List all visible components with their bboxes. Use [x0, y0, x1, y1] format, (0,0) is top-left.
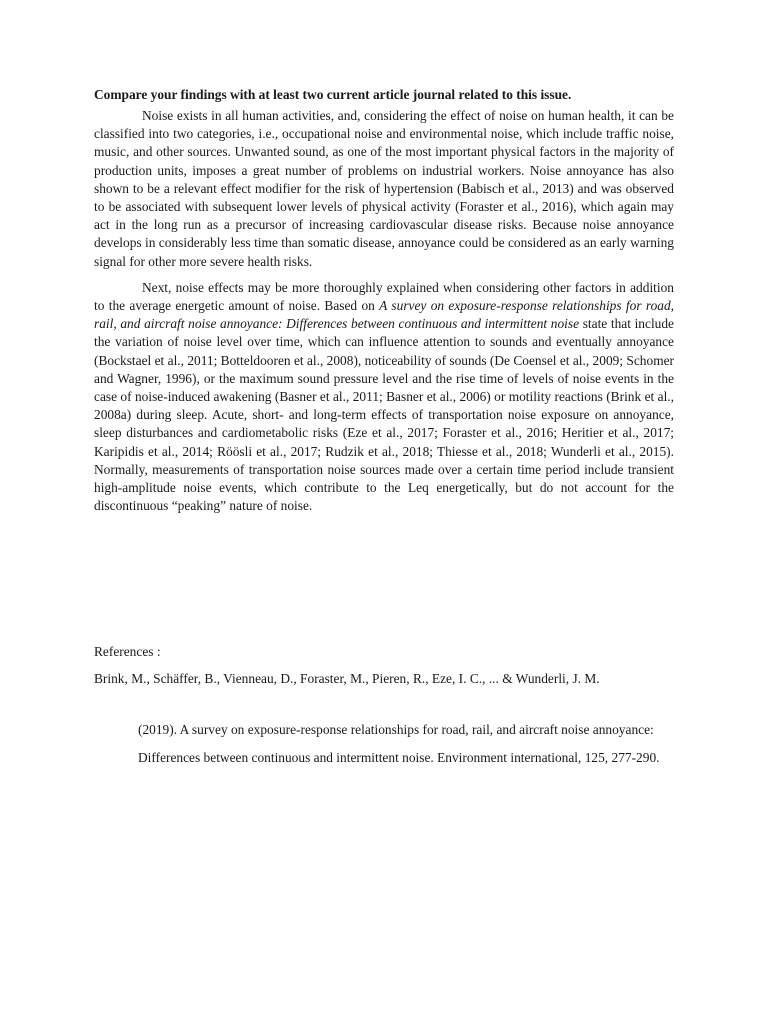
references-heading: References :	[94, 644, 161, 659]
cited-article-title: A survey on exposure-response relationships for road, rail, and aircraft noise annoyance: Differences between continuous and intermittent noise	[94, 298, 674, 332]
document-body	[94, 86, 674, 523]
paragraph-text-after-title: state that include the variation of noise level over time, which can influence attention to sounds and eventually annoyance (Bockstael et al., 2011; Botteldooren et al., 2008), noticeability of sounds (De Coensel et al., 2009; Schomer and Wagner, 1996), or the maximum sound pressure level and the rise time of levels of noise events in the case of noise-induced awakening (Basner et al., 2011; Basner et al., 2006) or motility reactions (Brink et al., 2008a) during sleep. Acute, short- and long-term effects of transportation noise exposure on annoyance, sleep disturbances and cardiometabolic risks (Eze et al., 2017; Foraster et al., 2016; Heritier et al., 2017; Karipidis et al., 2014; Röösli et al., 2017; Rudzik et al., 2018; Thiesse et al., 2018; Wunderli et al., 2015). Normally, measurements of transportation noise sources made over a certain time period include transient high-amplitude noise events, which contribute to the Leq energetically, but do not account for the discontinuous “peaking” nature of noise.	[94, 316, 675, 514]
paragraph-noise-overview: Noise exists in all human activities, and, considering the effect of noise on human health, it can be classified into two categories, i.e., occupational noise and environmental noise, which include traffic noise, music, and other sources. Unwanted sound, as one of the most important physical factors in the majority of production units, imposes a great number of problems on industrial workers. Noise annoyance has also shown to be a relevant effect modifier for the risk of hypertension (Babisch et al., 2013) and was observed to be associated with subsequent lower levels of physical activity (Foraster et al., 2016), which again may act in the long run as a precursor of increasing cardiovascular disease risks. Because noise annoyance develops in considerably less time than somatic disease, annoyance could be considered as an early warning signal for other more severe health risks.	[94, 108, 674, 269]
assignment-heading: Compare your findings with at least two current article journal related to this issue.	[94, 87, 572, 102]
paragraph-text-before-title: Next, noise effects may be more thoroughly explained when considering other factors in addition to the average energetic amount of noise. Based on	[94, 279, 674, 314]
reference-authors: Brink, M., Schäffer, B., Vienneau, D., Foraster, M., Pieren, R., Eze, I. C., ... & Wunderli, J. M.	[94, 671, 600, 686]
reference-details: (2019). A survey on exposure-response relationships for road, rail, and aircraft noise annoyance: Differences between continuous and intermittent noise. Environment international, 125, 277-290.	[138, 722, 660, 765]
paragraph-noise-effects	[94, 279, 674, 516]
